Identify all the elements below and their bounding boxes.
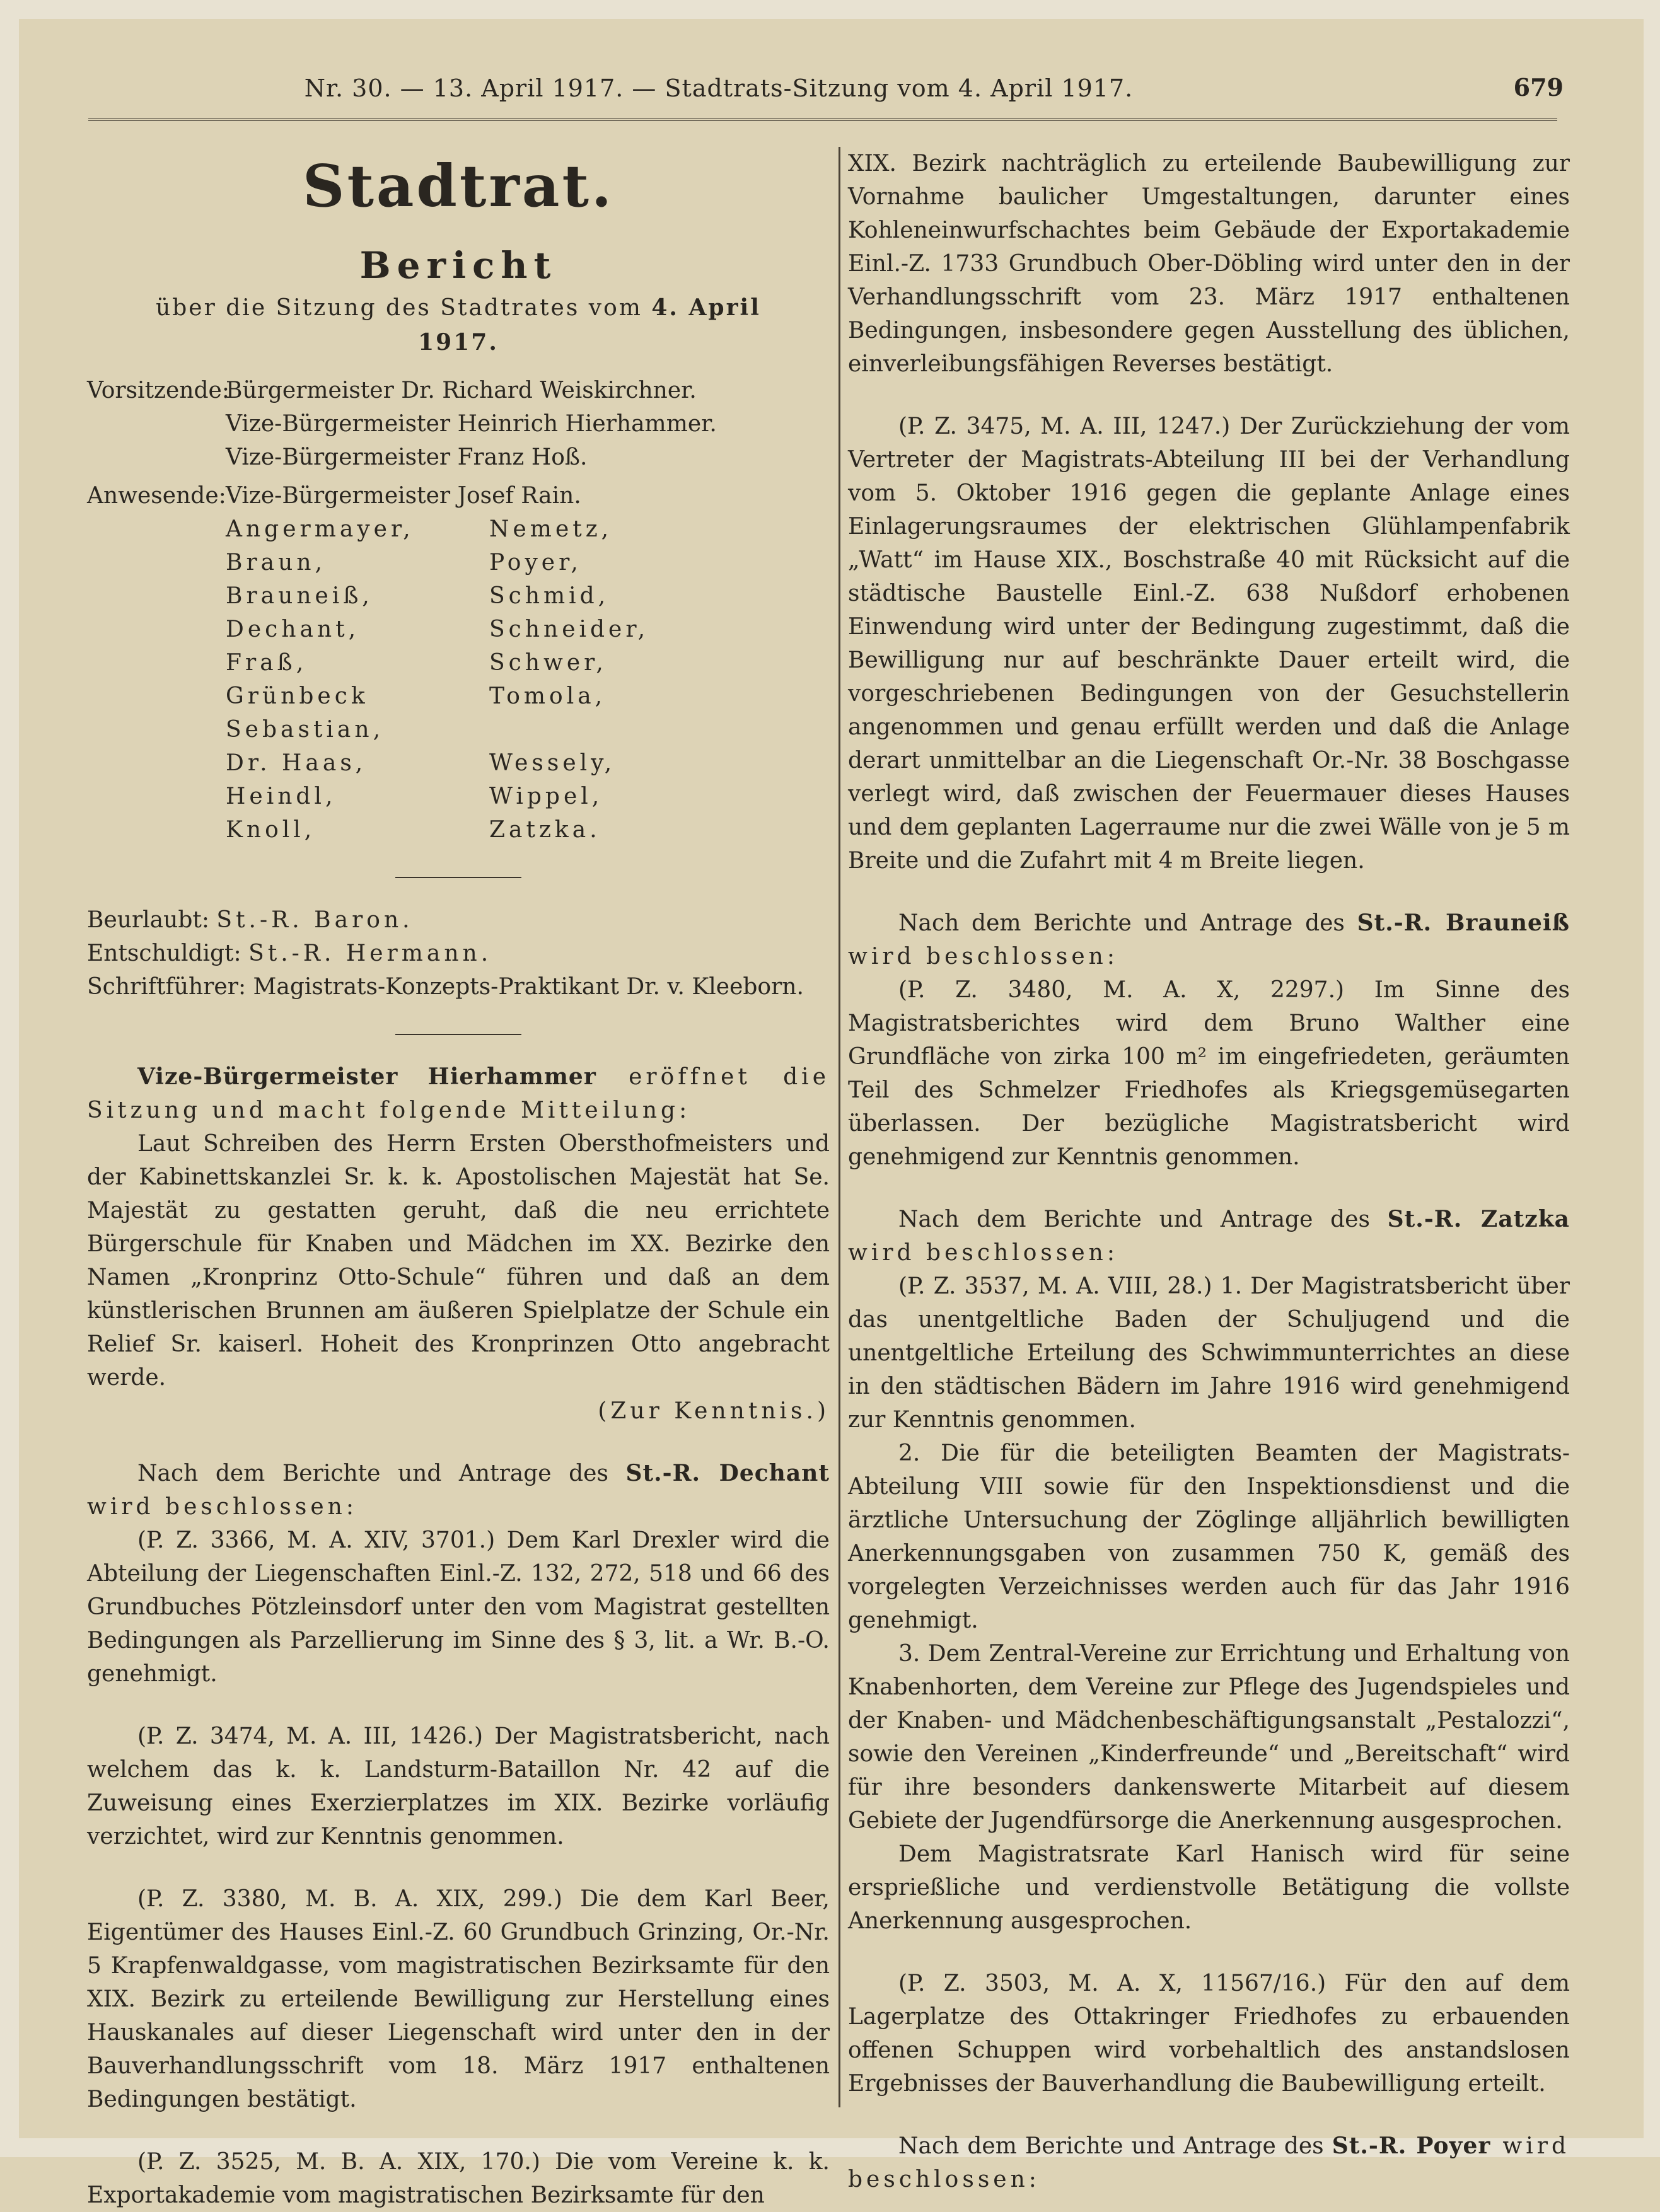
- motion-intro: [848, 2129, 1570, 2196]
- section-rule: [395, 877, 521, 878]
- chair-row: [87, 374, 830, 474]
- present-first: Vize-Bürgermeister Josef Rain.: [226, 483, 581, 509]
- member-name: Knoll,: [226, 817, 316, 843]
- member-name: Brauneiß,: [226, 583, 373, 609]
- member-name: Zatzka.: [489, 817, 601, 843]
- member-name: Schneider,: [489, 617, 649, 642]
- member-name: Fraß,: [226, 650, 308, 676]
- leave-row: [87, 903, 830, 937]
- excused-row: [87, 937, 830, 970]
- motion-tail: wird beschlossen:: [87, 1494, 357, 1520]
- attendance-block: [87, 374, 830, 847]
- announcement-paragraph: [87, 1127, 830, 1428]
- speaker-name: Vize-Bürgermeister Hierhammer: [137, 1063, 596, 1090]
- motion-councillor: St.-R. Brauneiß: [1357, 910, 1570, 936]
- section-masthead: Stadtrat.: [303, 152, 614, 220]
- resolution-paragraph: (P. Z. 3380, M. B. A. XIX, 299.) Die dem Karl Beer, Eigentümer des Hauses Einl.-Z. 60 Grundbuch Grinzing, Or.-Nr. 5 Krapfenwaldgasse, vom magistratischen Bezirksamte für den XIX. Bezirk zu erteilende Bewilligung zur Herstellung eines Hauskanales auf dieser Liegenschaft wird unter den in der Bauverhandlungsschrift vom 18. März 1917 enthaltenen Bedingungen bestätigt.: [87, 1886, 830, 2112]
- motion-tail: wird beschlossen:: [848, 2133, 1570, 2192]
- resolution-paragraph: (P. Z. 3480, M. A. X, 2297.) Im Sinne des Magistratsberichtes wird dem Bruno Walther eine Grundfläche von zirka 100 m² im eingefriedeten, geräumten Teil des Schmelzer Friedhofes als Kriegsgemüsegarten überlassen. Der bezügliche Magistratsbericht wird genehmigend zur Kenntnis genommen.: [848, 977, 1570, 1170]
- report-title: Bericht: [359, 244, 557, 287]
- motion-intro: [848, 1203, 1570, 1270]
- member-name: Schmid,: [489, 583, 610, 609]
- motion-councillor: St.-R. Dechant: [625, 1460, 830, 1486]
- report-date: 4. April 1917.: [418, 294, 761, 356]
- chair-item: Vize-Bürgermeister Heinrich Hierhammer.: [226, 411, 717, 437]
- page-header: [76, 68, 1570, 125]
- motion-councillor: St.-R. Zatzka: [1387, 1206, 1570, 1232]
- chair-list: [226, 374, 830, 474]
- chair-item: Bürgermeister Dr. Richard Weiskirchner.: [226, 378, 697, 403]
- motion-intro: [87, 1457, 830, 1524]
- present-row: [87, 479, 830, 512]
- member-name: Nemetz,: [489, 516, 613, 542]
- excused-value: St.-R. Hermann.: [248, 941, 492, 966]
- secretary-value: Magistrats-Konzepts-Praktikant Dr. v. Kleeborn.: [253, 974, 804, 1000]
- header-rule: [88, 119, 1557, 121]
- member-name: Poyer,: [489, 550, 582, 576]
- announcement-note: (Zur Kenntnis.): [598, 1398, 830, 1424]
- report-subtitle: [112, 291, 804, 360]
- motion-lead: Nach dem Berichte und Antrage des: [898, 910, 1357, 936]
- present-names: [226, 512, 830, 847]
- member-name: Grünbeck Sebastian,: [226, 683, 385, 743]
- member-name: Heindl,: [226, 784, 337, 809]
- member-name: Dechant,: [226, 617, 360, 642]
- member-name: Tomola,: [489, 683, 607, 709]
- resolution-paragraph: (P. Z. 3474, M. A. III, 1426.) Der Magistratsbericht, nach welchem das k. k. Landsturm-Bataillon Nr. 42 auf die Zuweisung eines Exerzierplatzes im XIX. Bezirke vorläufig verzichtet, wird zur Kenntnis genommen.: [87, 1723, 830, 1850]
- running-title: Nr. 30. — 13. April 1917. — Stadtrats-Sitzung vom 4. April 1917.: [304, 74, 1134, 102]
- announcement-text: Laut Schreiben des Herrn Ersten Obersthofmeisters und der Kabinettskanzlei Sr. k. k. Apostolischen Majestät hat Se. Majestät zu gestatten geruht, daß die neu errichtete Bürgerschule für Knaben und Mädchen im XX. Bezirke den Namen „Kronprinz Otto-Schule“ führen und daß an dem künstlerischen Brunnen am äußeren Spielplatze der Schule ein Relief Sr. kaiserl. Hoheit des Kronprinzen Otto angebracht werde.: [87, 1131, 830, 1391]
- report-subtitle-text: über die Sitzung des Stadtrates vom: [156, 295, 642, 321]
- opening-text: eröffnet die Sitzung und macht folgende Mitteilung:: [87, 1064, 830, 1123]
- section-rule: [395, 1034, 521, 1035]
- opening-paragraph: [87, 1060, 830, 1127]
- chair-label: Vorsitzende:: [87, 378, 229, 403]
- resolution-paragraph: 3. Dem Zentral-Vereine zur Errichtung und Erhaltung von Knabenhorten, dem Vereine zur Pflege des Jugendspieles und der Knaben- und Mädchenbeschäftigungsanstalt „Pestalozzi“, sowie den Vereinen „Kinderfreunde“ und „Bereitschaft“ wird für ihre besonders dankenswerte Mitarbeit auf diesem Gebiete der Jugendfürsorge die Anerkennung ausgesprochen.: [848, 1641, 1570, 1834]
- motion-lead: Nach dem Berichte und Antrage des: [898, 2133, 1332, 2159]
- resolution-paragraph: XIX. Bezirk nachträglich zu erteilende Baubewilligung zur Vornahme baulicher Umgestaltungen, darunter eines Kohleneinwurfschachtes beim Gebäude der Exportakademie Einl.-Z. 1733 Grundbuch Ober-Döbling wird unter den in der Verhandlungsschrift vom 23. März 1917 enthaltenen Bedingungen, insbesondere gegen Ausstellung des üblichen, einverleibungsfähigen Reverses bestätigt.: [848, 151, 1570, 377]
- right-column: [848, 147, 1570, 2192]
- motion-lead: Nach dem Berichte und Antrage des: [137, 1461, 626, 1486]
- resolution-paragraph: Dem Magistratsrate Karl Hanisch wird für seine ersprießliche und verdienstvolle Betätigung die vollste Anerkennung ausgesprochen.: [848, 1841, 1570, 1934]
- member-name: Wessely,: [489, 750, 616, 776]
- newspaper-page: [76, 68, 1570, 2208]
- resolution-paragraph: (P. Z. 3503, M. A. X, 11567/16.) Für den auf dem Lagerplatze des Ottakringer Friedhofes zu erbauenden offenen Schuppen wird vorbehaltlich des anstandslosen Ergebnisses der Bauverhandlung die Baubewilligung erteilt.: [848, 1971, 1570, 2097]
- motion-tail: wird beschlossen:: [848, 1240, 1118, 1266]
- secretary-row: [87, 970, 830, 1004]
- secretary-label: Schriftführer:: [87, 974, 247, 1000]
- member-name: Dr. Haas,: [226, 750, 367, 776]
- chair-item: Vize-Bürgermeister Franz Hoß.: [226, 444, 588, 470]
- left-column: [87, 147, 830, 2208]
- member-name: Angermayer,: [226, 516, 414, 542]
- member-name: Braun,: [226, 550, 326, 576]
- resolution-paragraph: (P. Z. 3366, M. A. XIV, 3701.) Dem Karl Drexler wird die Abteilung der Liegenschaften Einl.-Z. 132, 272, 518 und 66 des Grundbuches Pötzleinsdorf unter den vom Magistrat gestellten Bedingungen als Parzellierung im Sinne des § 3, lit. a Wr. B.-O. genehmigt.: [87, 1527, 830, 1687]
- motion-councillor: St.-R. Poyer: [1332, 2133, 1491, 2159]
- motion-intro: [848, 906, 1570, 973]
- page-number: 679: [1513, 73, 1564, 101]
- leave-label: Beurlaubt:: [87, 907, 209, 933]
- resolution-paragraph: (P. Z. 3475, M. A. III, 1247.) Der Zurückziehung der vom Vertreter der Magistrats-Abteilung III bei der Verhandlung vom 5. Oktober 1916 gegen die geplante Anlage eines Einlagerungsraumes der elektrischen Glühlampenfabrik „Watt“ im Hause XIX., Boschstraße 40 mit Rücksicht auf die städtische Baustelle Einl.-Z. 638 Nußdorf erhobenen Einwendung wird unter der Bedingung zugestimmt, daß die Bewilligung nur auf beschränkte Dauer erteilt wird, die vorgeschriebenen Bedingungen von der Gesuchstellerin angenommen und genau erfüllt werden und daß die Anlage derart unmittelbar an die Liegenschaft Or.-Nr. 38 Boschgasse verlegt wird, daß zwischen der Feuermauer dieses Hauses und dem geplanten Lagerraume nur die zwei Wälle von je 5 m Breite und die Zufahrt mit 4 m Breite liegen.: [848, 414, 1570, 874]
- resolution-paragraph: (P. Z. 3525, M. B. A. XIX, 170.) Die vom Vereine k. k. Exportakademie vom magistratischen Bezirksamte für den: [87, 2149, 830, 2208]
- motion-tail: wird beschlossen:: [848, 944, 1118, 970]
- motion-lead: Nach dem Berichte und Antrage des: [898, 1207, 1388, 1232]
- excused-label: Entschuldigt:: [87, 941, 241, 966]
- meta-block: [87, 903, 830, 1004]
- resolution-paragraph: (P. Z. 3537, M. A. VIII, 28.) 1. Der Magistratsbericht über das unentgeltliche Baden der Schuljugend und die unentgeltliche Erteilung des Schwimmunterrichtes an diese in den städtischen Bädern im Jahre 1916 wird genehmigend zur Kenntnis genommen.: [848, 1273, 1570, 1433]
- column-divider: [839, 147, 840, 2107]
- present-label: Anwesende:: [87, 483, 226, 509]
- leave-value: St.-R. Baron.: [216, 907, 414, 933]
- resolution-paragraph: 2. Die für die beteiligten Beamten der Magistrats-Abteilung VIII sowie für den Inspektionsdienst und die ärztliche Untersuchung der Zöglinge alljährlich bewilligten Anerkennungsgaben von zusammen 750 K, gemäß des vorgelegten Verzeichnisses werden auch für das Jahr 1916 genehmigt.: [848, 1440, 1570, 1633]
- member-name: Schwer,: [489, 650, 607, 676]
- member-name: Wippel,: [489, 784, 603, 809]
